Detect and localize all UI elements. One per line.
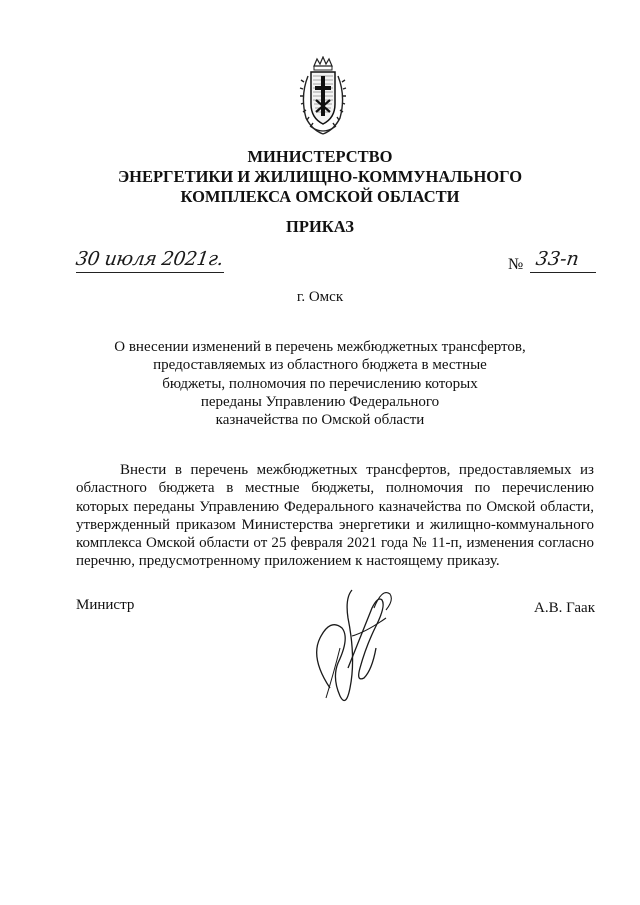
body-line: областного бюджета в местные бюджеты, полномочия по перечислению	[76, 480, 594, 497]
subject-line: О внесении изменений в перечень межбюджетных трансфертов,	[114, 339, 526, 355]
subject-line: казначейства по Омской области	[215, 412, 425, 429]
document-type-title: ПРИКАЗ	[286, 217, 354, 236]
handwritten-number: 33-п	[534, 248, 581, 270]
body-line: Внести в перечень межбюджетных трансфертов, предоставляемых из	[120, 462, 594, 478]
city-label: г. Омск	[296, 289, 344, 305]
ministry-line-2: ЭНЕРГЕТИКИ И ЖИЛИЩНО-КОММУНАЛЬНОГО	[117, 167, 523, 186]
body-line: перечню, предусмотренному приложением к настоящему приказу.	[76, 553, 500, 570]
ministry-line-1: МИНИСТЕРСТВО	[247, 147, 393, 166]
handwritten-signature	[290, 578, 400, 718]
subject-line: бюджеты, полномочия по перечислению которых	[162, 375, 478, 392]
subject-line: переданы Управлению Федерального	[200, 393, 440, 410]
body-line: которых переданы Управлению Федерального казначейства по Омской области,	[76, 498, 594, 515]
order-body	[76, 461, 594, 571]
number-underline	[530, 272, 596, 273]
body-line: комплекса Омской области от 25 февраля 2021 года № 11-п, изменения согласно	[76, 535, 594, 552]
ministry-heading	[0, 147, 640, 207]
ministry-line-3: КОМПЛЕКСА ОМСКОЙ ОБЛАСТИ	[180, 187, 460, 206]
coat-of-arms-emblem	[298, 56, 348, 138]
body-line: утвержденный приказом Министерства энергетики и жилищно-коммунального	[76, 516, 594, 533]
subject-line: предоставляемых из областного бюджета в местные	[153, 357, 487, 374]
signatory-name: А.В. Гаак	[534, 600, 595, 616]
signatory-position: Министр	[76, 597, 135, 613]
number-label: №	[508, 256, 524, 273]
handwritten-date: 30 июля 2021г.	[74, 248, 225, 270]
date-underline	[76, 272, 224, 273]
order-subject	[80, 338, 560, 429]
